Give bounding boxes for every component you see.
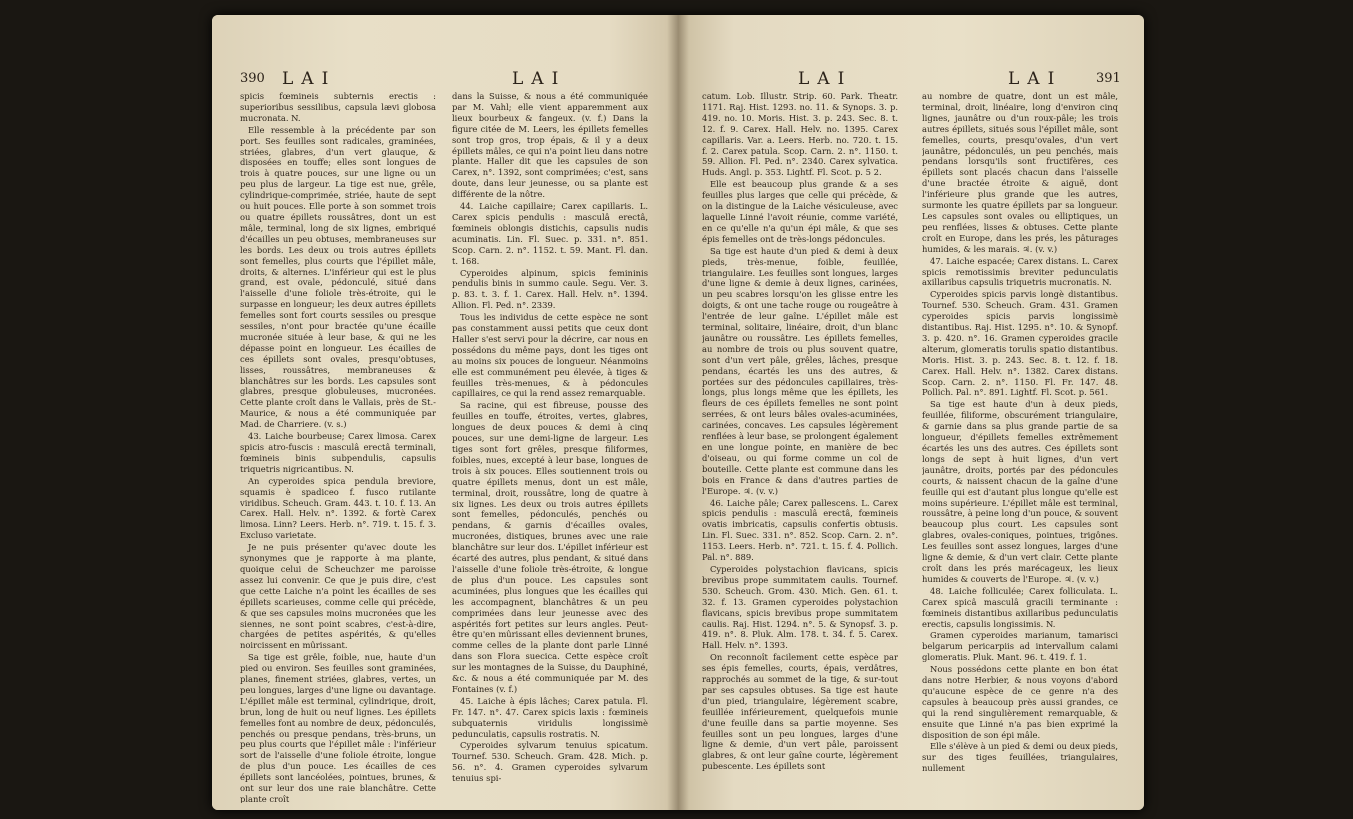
right-column-2: [922, 91, 1118, 803]
paragraph: 47. Laiche espacée; Carex distans. L. Carex spicis remotissimis breviter pedunculatis axillaribus capsulis triquetris mucronatis. N.: [922, 255, 1118, 288]
left-column-2: [452, 91, 648, 803]
page-number-left: 390: [240, 71, 265, 86]
paragraph: 48. Laiche folliculée; Carex folliculata. L. Carex spicâ masculâ gracili terminante : fœmineis distantibus axillaribus pedunculatis erectis, capsulis longissimis. N.: [922, 585, 1118, 629]
paragraph: Nous possédons cette plante en bon état dans notre Herbier, & nous voyons d'abord qu'aucune espèce de ce genre n'a des capsules à beaucoup près aussi grandes, ce qui la rend singulièrement remarquable, & ensuite que Linné n'a pas bien exprimé la disposition de son épi mâle.: [922, 664, 1118, 740]
paragraph: Je ne puis présenter qu'avec doute les synonymes que je rapporte à ma plante, quoique celui de Scheuchzer me paroisse assez lui convenir. Ce que je puis dire, c'est que cette Laiche n'a point les écailles de ses épillets scarieuses, comme celle qui précède, & que ses capsules moins mucronées que les siennes, ne sont point scabres, c'est-à-dire, chargées de petites aspérités, & qu'elles noircissent en mûrissant.: [240, 542, 436, 651]
paragraph: dans la Suisse, & nous a été communiquée par M. Vahl; elle vient apparemment aux lieux bourbeux & fangeux. (v. f.) Dans la figure citée de M. Leers, les épillets femelles sont trop gros, trop épais, & il y a deux épillets mâles, ce qui n'a point lieu dans notre plante. Haller dit que les capsules de son Carex, n°. 1392, sont comprimées; c'est, sans doute, dans leur jeunesse, ou sa plante est différente de la nôtre.: [452, 91, 648, 200]
paragraph: Sa racine, qui est fibreuse, pousse des feuilles en touffe, étroites, vertes, glabres, longues de deux pouces & demi à cinq pouces, sur une demi-ligne de largeur. Les tiges sont fort grêles, presque filiformes, foibles, nues, excepté à leur base, longues de trois à six pouces. Elles soutiennent trois ou quatre épillets menus, dont un est mâle, terminal, droit, roussâtre, long de quatre à six lignes. Les deux ou trois autres épillets sont femelles, pédonculés, penchés ou pendans, & garnis d'écailles ovales, mucronées, distiques, brunes avec une raie blanchâtre sur leur dos. L'épillet inférieur est écarté des autres, plus pendant, & situé dans l'aisselle d'une foliole très-étroite, & longue de plus d'un pouce. Les capsules sont acuminées, plus longues que les écailles qui les accompagnent, blanchâtres & un peu comprimées dans leur jeunesse avec des aspérités fort petites sur leurs angles. Peut-être qu'en mûrissant elles deviennent brunes, comme celles de la plante dont parle Linné dans son Flora suecica. Cette espèce croît sur les montagnes de la Suisse, du Dauphiné, &c. & nous a été communiquée par M. des Fontaines (v. f.): [452, 400, 648, 694]
left-column-1: [240, 91, 436, 803]
open-book: [212, 15, 1144, 810]
paragraph: 46. Laiche pâle; Carex pallescens. L. Carex spicis pendulis : masculâ erectâ, fœmineis ovatis imbricatis, capsulis confertis obtusis. Lin. Fl. Suec. 331. n°. 852. Scop. Carn. 2. n°. 1153. Leers. Herb. n°. 721. t. 15. f. 4. Pollich. Pal. n°. 889.: [702, 497, 898, 563]
paragraph: Elle ressemble à la précédente par son port. Ses feuilles sont radicales, graminées, striées, glabres, d'un vert glauque, & disposées en touffe; elles sont longues de trois à quatre pouces, sur une ligne ou un peu plus de largeur. La tige est nue, grêle, cylindrique-comprimée, striée, haute de sept ou huit pouces. Elle porte à son sommet trois ou quatre épillets roussâtres, dont un est mâle, terminal, long de six lignes, embriqué d'écailles un peu obtuses, membraneuses sur les bords. Les deux ou trois autres épillets sont femelles, plus courts que l'épillet mâle, droits, & alternes. L'inférieur qui est le plus grand, est ovale, pédonculé, situé dans l'aisselle d'une foliole très-étroite, qui le surpasse en longueur; les deux autres épillets femelles sont fort courts sessiles ou presque sessiles, n'ont pour bractée qu'une écaille mucronée située à leur base, & qui ne les dépasse point en longueur. Les écailles de ces épillets sont ovales, presqu'obtuses, lisses, roussâtres, membraneuses & blanchâtres sur les bords. Les capsules sont glabres, presque globuleuses, mucronées. Cette plante croît dans le Vallais, près de St.-Maurice, & nous a été communiquée par Mad. de Charriere. (v. s.): [240, 124, 436, 430]
paragraph: Cyperoides alpinum, spicis femininis pendulis binis in summo caule. Segu. Ver. 3. p. 83. t. 3. f. 1. Carex. Hall. Helv. n°. 1394. Allion. Fl. Ped. n°. 2339.: [452, 267, 648, 311]
right-page: [678, 15, 1144, 810]
running-head-right-1: LAI: [798, 69, 853, 89]
paragraph: 43. Laiche bourbeuse; Carex limosa. Carex spicis atro-fuscis : masculâ erectâ terminali, fœmineis binis subpendulis, capsulis triquetris nigricantibus. N.: [240, 431, 436, 474]
paragraph: Gramen cyperoides marianum, tamarisci belgarum pericarpiis ad intervallum calami glomeratis. Pluk. Mant. 96. t. 419. f. 1.: [922, 630, 1118, 663]
paragraph: On reconnoît facilement cette espèce par ses épis femelles, courts, épais, verdâtres, rapprochés au sommet de la tige, & sur-tout par ses capsules obtuses. Sa tige est haute d'un pied, triangulaire, légèrement scabre, feuillée inférieurement, quelquefois munie d'une feuille dans sa partie moyenne. Ses feuilles sont un peu longues, larges d'une ligne & demie, d'un vert pâle, paroissent glabres, & ont leur gaîne courte, légèrement pubescente. Les épillets sont: [702, 652, 898, 772]
paragraph: Elle est beaucoup plus grande & a ses feuilles plus larges que celle qui précède, & on la distingue de la Laiche vésiculeuse, avec laquelle Linné l'avoit réunie, comme variété, en ce qu'elle n'a qu'un épi mâle, & que ses épis femelles ont de très-longs pédoncules.: [702, 179, 898, 244]
paragraph: Cyperoides sylvarum tenuius spicatum. Tournef. 530. Scheuch. Gram. 428. Mich. p. 56. n°. 4. Gramen cyperoides sylvarum tenuius spi-: [452, 740, 648, 784]
paragraph: Cyperoides polystachion flavicans, spicis brevibus prope summitatem caulis. Tournef. 530. Scheuch. Grom. 430. Mich. Gen. 61. t. 32. f. 13. Gramen cyperoides polystachion flavicans, spicis brevibus prope summitatem caulis. Raj. Hist. 1294. n°. 5. & Synopsf. 3. p. 419. n°. 8. Pluk. Alm. 178. t. 34. f. 5. Carex. Hall. Helv. n°. 1393.: [702, 563, 898, 651]
paragraph: Sa tige est haute d'un pied & demi à deux pieds, très-menue, foible, feuillée, triangulaire. Les feuilles sont longues, larges d'une ligne & demie à deux lignes, carinées, un peu scabres lorsqu'on les glisse entre les doigts, & ont une tache rouge ou rougeâtre à l'entrée de leur gaîne. L'épillet mâle est terminal, solitaire, linéaire, droit, d'un blanc jaunâtre ou roussâtre. Les épillets femelles, au nombre de trois ou plus souvent quatre, sont d'un vert pâle, grêles, lâches, presque pendans, écartés les uns des autres, & portées sur des pédoncules capillaires, très-longs, plus longs même que les épillets, les fleurs de ces épillets femelles ne sont point serrées, & ont leurs bâles ovales-acuminées, carinées, concaves. Les capsules légèrement renflées à leur base, se prolongent également en une longue pointe, en manière de bec d'oiseau, ou qui forme comme un col de bouteille. Cette plante est commune dans les bois en France & dans d'autres parties de l'Europe. ♃. (v. v.): [702, 245, 898, 496]
book-gutter: [667, 15, 689, 810]
right-column-1: [702, 91, 898, 803]
paragraph: Sa tige est haute d'un à deux pieds, feuillée, filiforme, obscurément triangulaire, & garnie dans sa plus grande partie de sa longueur, d'épillets femelles extrêmement écartés les uns des autres. Ces épillets sont longs de sept à huit lignes, d'un vert jaunâtre, droits, portés par des pédoncules courts, & naissent chacun de la gaîne d'une feuille qui est d'autant plus longue qu'elle est moins supérieure. L'épillet mâle est terminal, roussâtre, à peine long d'un pouce, & souvent beaucoup plus court. Les capsules sont glabres, ovales-coniques, pointues, trigônes. Les feuilles sont assez longues, larges d'une ligne & demie, & d'un vert clair. Cette plante croît dans les prés marécageux, les lieux humides & couverts de l'Europe. ♃. (v. v.): [922, 399, 1118, 584]
paragraph: au nombre de quatre, dont un est mâle, terminal, droit, linéaire, long d'environ cinq lignes, jaunâtre ou d'un roux-pâle; les trois autres épillets, situés sous l'épillet mâle, sont femelles, courts, presqu'ovales, d'un vert jaunâtre, pédonculés, un peu penchés, mais pendans lorsqu'ils sont fructifères, ces épillets sont placés chacun dans l'aisselle d'une bractée étroite & aiguë, dont l'inférieure plus grande que les autres, surmonte les quatre épillets par sa longueur. Les capsules sont ovales ou elliptiques, un peu renflées, lisses & obtuses. Cette plante croît en Europe, dans les prés, les pâturages humides, & les marais. ♃. (v. v.): [922, 91, 1118, 254]
paragraph: 45. Laiche à épis lâches; Carex patula. Fl. Fr. 147. n°. 47. Carex spicis laxis : fœmineis subquaternis viridulis longissimè pedunculatis, capsulis rostratis. N.: [452, 695, 648, 739]
paragraph: spicis fœmineis subternis erectis : superioribus sessilibus, capsula lævi globosa mucronata. N.: [240, 91, 436, 123]
paragraph: An cyperoides spica pendula breviore, squamis è spadiceo f. fusco rutilante viridibus. Scheuch. Gram. 443. t. 10. f. 13. An Carex. Hall. Helv. n°. 1392. & fortè Carex limosa. Linn? Leers. Herb. n°. 719. t. 15. f. 3. Excluso varietate.: [240, 475, 436, 541]
paragraph: Cyperoides spicis parvis longè distantibus. Tournef. 530. Scheuch. Gram. 431. Gramen cyperoides spicis parvis longissimè distantibus. Raj. Hist. 1295. n°. 10. & Synopf. 3. p. 420. n°. 16. Gramen cyperoides gracile alterum, glomeratis torulis spatio distantibus. Moris. Hist. 3. p. 243. Sec. 8. t. 12. f. 18. Carex. Hall. Helv. n°. 1382. Carex distans. Scop. Carn. 2. n°. 1150. Fl. Fr. 147. 48. Pollich. Pal. n°. 891. Lightf. Fl. Scot. p. 561.: [922, 289, 1118, 398]
running-head-left-1: LAI: [282, 69, 337, 89]
paragraph: 44. Laiche capillaire; Carex capillaris. L. Carex spicis pendulis : masculâ erectâ, fœmineis oblongis distichis, capsulis nudis acuminatis. Lin. Fl. Suec. p. 331. n°. 851. Scop. Carn. 2. n°. 1152. t. 59. Mant. Fl. dan. t. 168.: [452, 201, 648, 266]
paragraph: Elle s'élève à un pied & demi ou deux pieds, sur des tiges feuillées, triangulaires, nullement: [922, 741, 1118, 774]
page-number-right: 391: [1096, 71, 1121, 86]
running-head-left-2: LAI: [512, 69, 567, 89]
paragraph: catum. Lob. Illustr. Strip. 60. Park. Theatr. 1171. Raj. Hist. 1293. no. 11. & Synops. 3. p. 419. no. 10. Moris. Hist. 3. p. 243. Sec. 8. t. 12. f. 9. Carex. Hall. Helv. no. 1395. Carex capillaris. Var. a. Leers. Herb. no. 720. t. 15. f. 2. Carex patula. Scop. Carn. 2. n°. 1150. t. 59. Allion. Fl. Ped. n°. 2340. Carex sylvatica. Huds. Angl. p. 353. Lightf. Fl. Scot. p. 5 2.: [702, 91, 898, 178]
paragraph: Sa tige est grêle, foible, nue, haute d'un pied ou environ. Ses feuilles sont graminées, planes, finement striées, glabres, vertes, un peu longues, larges d'une ligne ou davantage. L'épillet mâle est terminal, cylindrique, droit, brun, long de huit ou neuf lignes. Les épillets femelles font au nombre de deux, pédonculés, penchés ou presque pendans, très-bruns, un peu plus courts que l'épillet mâle : l'inférieur sort de l'aisselle d'une foliole étroite, longue de plus d'un pouce. Les écailles de ces épillets sont lancéolées, pointues, brunes, & ont sur leur dos une raie blanchâtre. Cette plante croît: [240, 652, 436, 803]
left-page: [212, 15, 678, 810]
paragraph: Tous les individus de cette espèce ne sont pas constamment aussi petits que ceux dont Haller s'est servi pour la décrire, car nous en possédons du même pays, dont les tiges ont au moins six pouces de longueur. Néanmoins elle est communément peu élevée, à tiges & feuilles très-menues, & à pédoncules capillaires, ce qui la rend assez remarquable.: [452, 312, 648, 399]
running-head-right-2: LAI: [1008, 69, 1063, 89]
